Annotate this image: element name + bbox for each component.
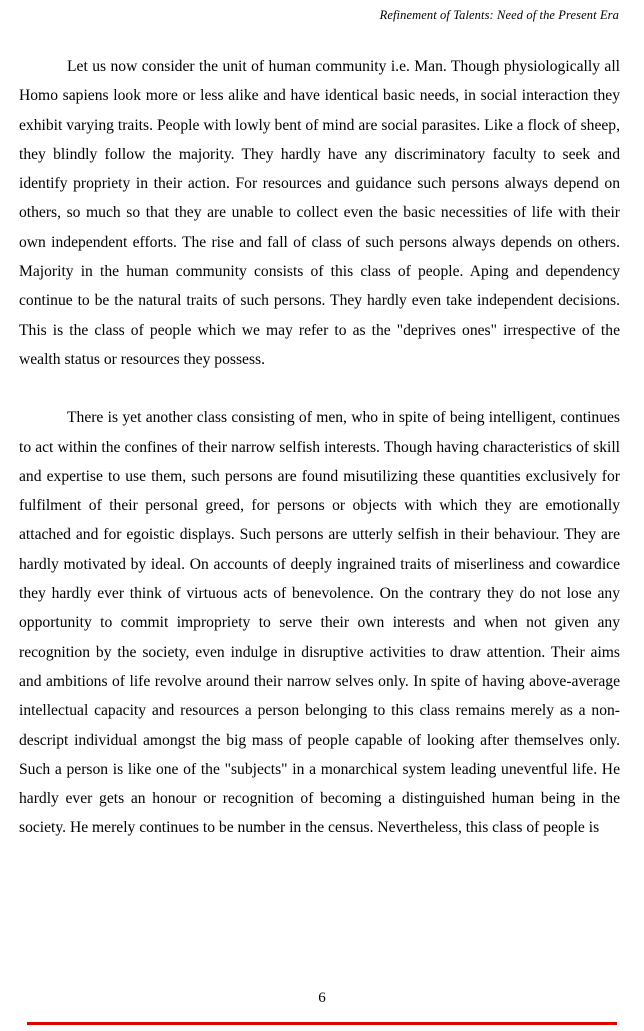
page-number: 6 xyxy=(318,990,326,1006)
paragraph: Let us now consider the unit of human community i.e. Man. Though physiologically all Homo sapiens look more or less alike and have identical basic needs, in social interaction they exhibit varying traits. People with lowly bent of mind are social parasites. Like a flock of sheep, they blindly follow the majority. They hardly have any discriminatory faculty to seek and identify propriety in their action. For resources and guidance such persons always depend on others, so much so that they are unable to collect even the basic necessities of life with their own independent efforts. The rise and fall of class of such persons always depends on others. Majority in the human community consists of this class of people. Aping and dependency continue to be the natural traits of such persons. They hardly even take independent decisions. This is the class of people which we may refer to as the "deprives ones" irrespective of the wealth status or resources they possess. xyxy=(19,58,620,368)
body-text xyxy=(19,52,620,843)
running-head: Refinement of Talents: Need of the Present Era xyxy=(379,8,619,22)
footer-rule xyxy=(27,1022,617,1025)
paragraph: There is yet another class consisting of men, who in spite of being intelligent, continues to act within the confines of their narrow selfish interests. Though having characteristics of skill and expertise to use them, such persons are found misutilizing these quantities exclusively for fulfilment of their personal greed, for persons or objects with which they are emotionally attached and for egoistic displays. Such persons are utterly selfish in their behaviour. They are hardly motivated by ideal. On accounts of deeply ingrained traits of miserliness and cowardice they hardly ever think of virtuous acts of benevolence. On the contrary they do not lose any opportunity to commit impropriety to serve their own interests and when not given any recognition by the society, even indulge in disruptive activities to draw attention. Their aims and ambitions of life revolve around their narrow selves only. In spite of having above-average intellectual capacity and resources a person belonging to this class remains merely as a non-descript individual amongst the big mass of people capable of looking after themselves only. Such a person is like one of the "subjects" in a monarchical system leading uneventful life. He hardly ever gets an honour or recognition of becoming a distinguished human being in the society. He merely continues to be number in the census. Nevertheless, this class of people is xyxy=(19,409,620,837)
